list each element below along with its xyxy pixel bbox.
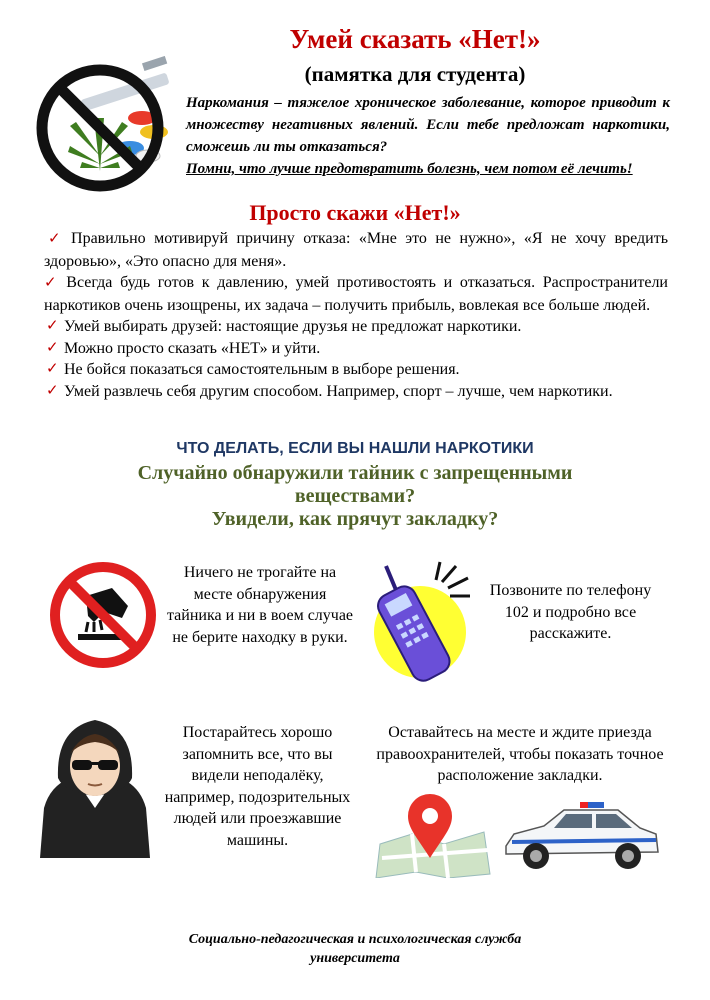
advice-heading: Просто скажи «Нет!» (249, 200, 461, 225)
actions-questions (110, 462, 600, 531)
checkmark-icon: ✓ (46, 339, 59, 356)
page-subtitle: (памятка для студента) (304, 62, 526, 86)
question-1: Случайно обнаружили тайник с запрещенными веществами? (137, 462, 573, 507)
question-2: Увидели, как прячут закладку? (211, 508, 499, 530)
step-text: Постарайтесь хорошо запомнить все, что вы видели неподалёку, например, подозрительных людей или проезжавшие машины. (164, 724, 351, 849)
list-item: ✓ Всегда будь готов к давлению, умей противостоять и отказаться. Распространители наркотиков очень изощрены, их задача – получить прибыль, вовлекая все больше людей. (44, 274, 668, 314)
list-item: ✓ Правильно мотивируй причину отказа: «Мне это не нужно», «Я не хочу вредить здоровью», «Это опасно для меня». (44, 230, 668, 270)
step-text: Позвоните по телефону 102 и подробно все расскажите. (489, 582, 652, 642)
page-title: Умей сказать «Нет!» (289, 24, 541, 54)
checkmark-icon: ✓ (46, 361, 59, 377)
checkmark-icon: ✓ (44, 275, 61, 291)
checkmark-icon: ✓ (46, 382, 59, 399)
footer-line: Социально-педагогическая и психологическая служба (188, 932, 522, 947)
police-car-icon (500, 794, 662, 876)
intro-underlined: Помни, что лучше предотвратить болезнь, чем потом её лечить! (186, 161, 633, 177)
step-text: Оставайтесь на месте и ждите приезда правоохранителей, чтобы показать точное расположение закладки. (376, 724, 664, 784)
no-drugs-sign-icon (30, 56, 178, 192)
checkmark-icon: ✓ (48, 231, 66, 247)
list-item: ✓ Умей развлечь себя другим способом. Например, спорт – лучше, чем наркотики. (44, 381, 668, 403)
intro-paragraph (186, 92, 670, 180)
phone-icon (364, 560, 474, 690)
list-item: ✓ Можно просто сказать «НЕТ» и уйти. (44, 338, 668, 360)
checkmark-icon: ✓ (46, 318, 59, 334)
footer-line: университета (310, 951, 400, 966)
footer (150, 930, 560, 968)
map-pin-icon (372, 792, 496, 878)
actions-heading: ЧТО ДЕЛАТЬ, ЕСЛИ ВЫ НАШЛИ НАРКОТИКИ (176, 440, 534, 457)
no-touch-sign-icon (48, 560, 158, 670)
list-item: ✓ Умей выбирать друзей: настоящие друзья не предложат наркотики. (44, 316, 668, 338)
step-text: Ничего не трогайте на месте обнаружения тайника и ни в воем случае не берите находку в руки. (166, 564, 354, 646)
list-item: ✓ Не бойся показаться самостоятельным в выборе решения. (44, 359, 668, 381)
hooded-person-icon (30, 708, 160, 858)
advice-list (44, 228, 668, 402)
intro-text: Наркомания – тяжелое хроническое заболевание, которое приводит к множеству негативных явлений. Если тебе предложат наркотики, сможешь ли ты отказаться? (186, 95, 670, 155)
